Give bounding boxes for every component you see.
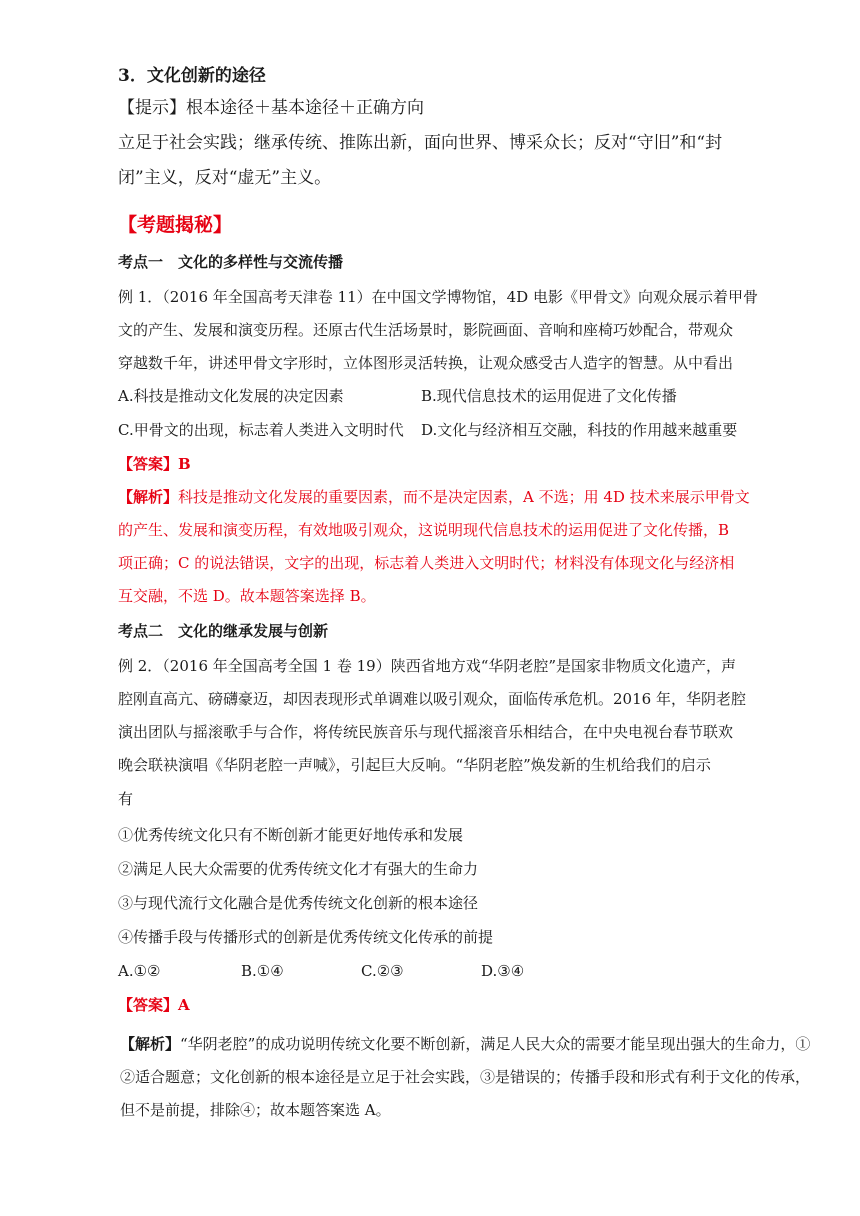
point2-stem-line: 晚会联袂演唱《华阴老腔一声喊》，引起巨大反响。“华阴老腔”焕发新的生机给我们的启示: [118, 756, 711, 774]
point1-stem-line: 文的产生、发展和演变历程。还原古代生活场景时，影院画面、音响和座椅巧妙配合，带观众: [118, 321, 734, 339]
point2-statement: ①优秀传统文化只有不断创新才能更好地传承和发展: [118, 826, 464, 844]
point2-analysis-line: [120, 1037, 810, 1052]
point1-option-b: B.现代信息技术的运用促进了文化传播: [421, 387, 677, 405]
item3-text-line: 闭”主义，反对“虚无”主义。: [118, 168, 332, 188]
point2-stem-line: 有: [118, 790, 134, 808]
point2-analysis-line: ②适合题意；文化创新的根本途径是立足于社会实践，③是错误的；传播手段和形式有利于文化的传承，: [120, 1068, 811, 1086]
item3-hint: 【提示】根本途径＋基本途径＋正确方向: [118, 98, 424, 118]
answer-value: A: [178, 996, 190, 1014]
analysis-text: 科技是推动文化发展的重要因素，而不是决定因素，A 不选；用 4D 技术来展示甲骨文: [178, 488, 750, 506]
analysis-label: 【解析】: [120, 1035, 181, 1053]
point2-stem-line: 例 2．（2016 年全国高考全国 1 卷 19）陕西省地方戏“华阴老腔”是国家非物质文化遗产，声: [118, 657, 737, 675]
answer-label: 【答案】: [118, 996, 179, 1014]
analysis-text: “华阴老腔”的成功说明传统文化要不断创新，满足人民大众的需要才能呈现出强大的生命力，①: [180, 1035, 811, 1053]
point2-title: 考点二 文化的继承发展与创新: [118, 622, 329, 640]
point2-option-d: D.③④: [481, 962, 525, 980]
point1-analysis-line: 的产生、发展和演变历程，有效地吸引观众，这说明现代信息技术的运用促进了文化传播，B: [118, 521, 730, 539]
point2-statement: ②满足人民大众需要的优秀传统文化才有强大的生命力: [118, 860, 479, 878]
point2-statement: ④传播手段与传播形式的创新是优秀传统文化传承的前提: [118, 928, 494, 946]
point1-stem-line: 例 1．（2016 年全国高考天津卷 11）在中国文学博物馆，4D 电影《甲骨文》向观众展示着甲骨: [118, 288, 758, 306]
point1-analysis-line: [118, 490, 750, 505]
analysis-label: 【解析】: [118, 488, 179, 506]
point2-option-a: A.①②: [118, 962, 161, 980]
point2-option-c: C.②③: [361, 962, 404, 980]
answer-label: 【答案】: [118, 455, 179, 473]
item3-text-line: 立足于社会实践；继承传统、推陈出新，面向世界、博采众长；反对“守旧”和“封: [118, 133, 723, 153]
item3-title: 3．文化创新的途径: [118, 66, 266, 86]
point2-stem-line: 腔刚直高亢、磅礴豪迈，却因表现形式单调难以吸引观众，面临传承危机。2016 年，华阴老腔: [118, 690, 746, 708]
answer-value: B: [178, 455, 191, 473]
point1-option-a: A.科技是推动文化发展的决定因素: [118, 387, 344, 405]
point2-analysis-line: 但不是前提，排除④；故本题答案选 A。: [120, 1101, 391, 1119]
point2-statement: ③与现代流行文化融合是优秀传统文化创新的根本途径: [118, 894, 479, 912]
point2-answer: [118, 998, 190, 1013]
point1-option-d: D.文化与经济相互交融，科技的作用越来越重要: [421, 421, 738, 439]
point1-title: 考点一 文化的多样性与交流传播: [118, 253, 344, 271]
point1-stem-line: 穿越数千年，讲述甲骨文字形时，立体图形灵活转换，让观众感受古人造字的智慧。从中看出: [118, 354, 734, 372]
point1-analysis-line: 项正确；C 的说法错误，文字的出现，标志着人类进入文明时代；材料没有体现文化与经济相: [118, 554, 735, 572]
point2-option-b: B.①④: [241, 962, 284, 980]
point1-answer: [118, 457, 191, 472]
point1-option-c: C.甲骨文的出现，标志着人类进入文明时代: [118, 421, 404, 439]
point1-analysis-line: 互交融，不选 D。故本题答案选择 B。: [118, 587, 376, 605]
point2-stem-line: 演出团队与摇滚歌手与合作，将传统民族音乐与现代摇滚音乐相结合，在中央电视台春节联欢: [118, 723, 734, 741]
section-title: 【考题揭秘】: [118, 214, 233, 236]
